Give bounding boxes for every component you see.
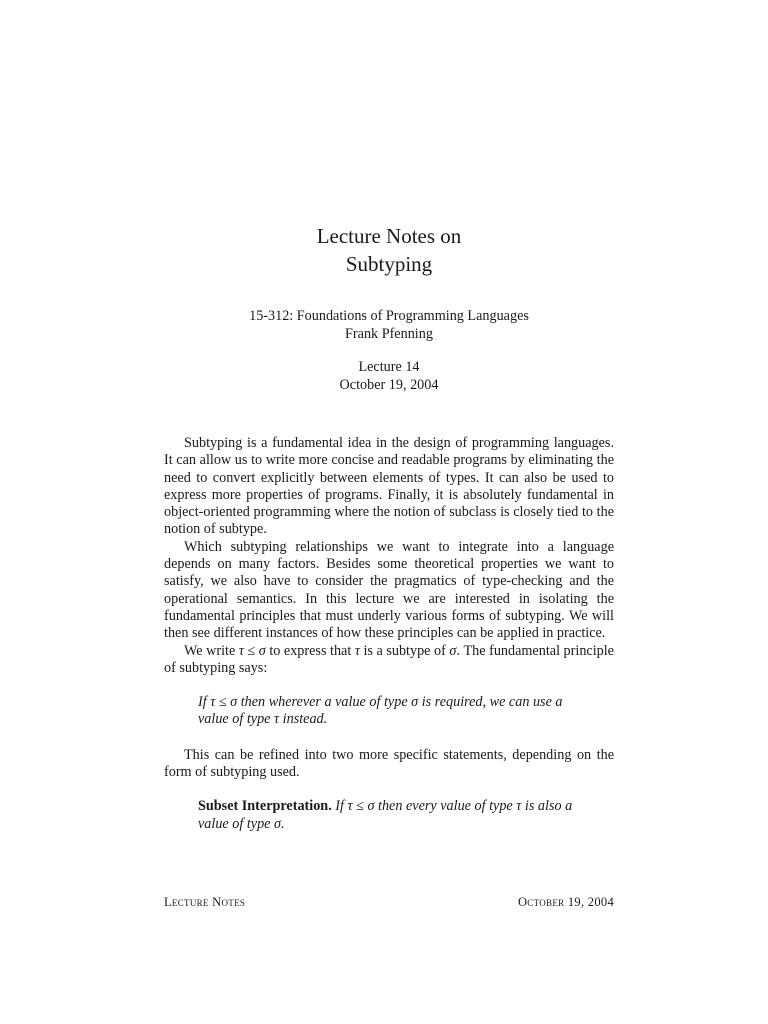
author-name: Frank Pfenning — [345, 326, 433, 342]
math-sigma: σ — [449, 642, 457, 659]
course-name: 15-312: Foundations of Programming Languages — [249, 308, 529, 324]
math-tau: τ — [238, 642, 244, 659]
title-block — [0, 222, 768, 278]
lecture-number: Lecture 14 — [358, 359, 420, 375]
subset-interpretation — [198, 798, 580, 833]
paragraph-1: Subtyping is a fundamental idea in the design of programming languages. It can allow us to write more concise and readable programs by eliminating the need to convert explicitly between elements of types. It can also be used to express more properties of programs. Finally, it is absolutely fundamental in object-oriented programming where the notion of subclass is closely tied to the notion of subtype. — [164, 435, 614, 538]
paragraph-2: Which subtyping relationships we want to integrate into a language depends on many factors. Besides some theoretical properties we want to satisfy, we also have to consider the pragmatics of type-checking and the operational semantics. In this lecture we are interested in isolating the fundamental principles that must underly various forms of subtyping. We will then see different instances of how these principles can be applied in practice. — [164, 538, 614, 642]
math-tau: τ — [354, 642, 360, 659]
subset-text: If τ ≤ σ then every value of type τ is also a value of type σ. — [198, 798, 573, 832]
footer-left: Lecture Notes — [164, 895, 246, 909]
lecture-block — [0, 358, 768, 394]
footer-right: October 19, 2004 — [517, 895, 614, 909]
body-text — [164, 435, 614, 833]
title-line-1: Lecture Notes on — [316, 224, 462, 248]
p3-text-a: We write — [184, 642, 239, 659]
paragraph-3 — [164, 643, 614, 678]
p3-text-b: to express that — [265, 642, 355, 659]
subtyping-principle: If τ ≤ σ then wherever a value of type σ is required, we can use a value of type τ instead. — [198, 694, 563, 728]
p3-text-d: . The fundamental principle of subtyping says: — [164, 642, 614, 676]
math-le: ≤ — [243, 642, 259, 659]
lecture-date: October 19, 2004 — [339, 377, 439, 393]
math-sigma: σ — [258, 642, 266, 659]
p3-text-c: is a subtype of — [359, 642, 450, 659]
subset-heading: Subset Interpretation. — [198, 798, 332, 815]
title-line-2: Subtyping — [345, 252, 433, 276]
course-block — [0, 307, 768, 343]
paragraph-4: This can be refined into two more specific statements, depending on the form of subtyping used. — [164, 746, 614, 781]
